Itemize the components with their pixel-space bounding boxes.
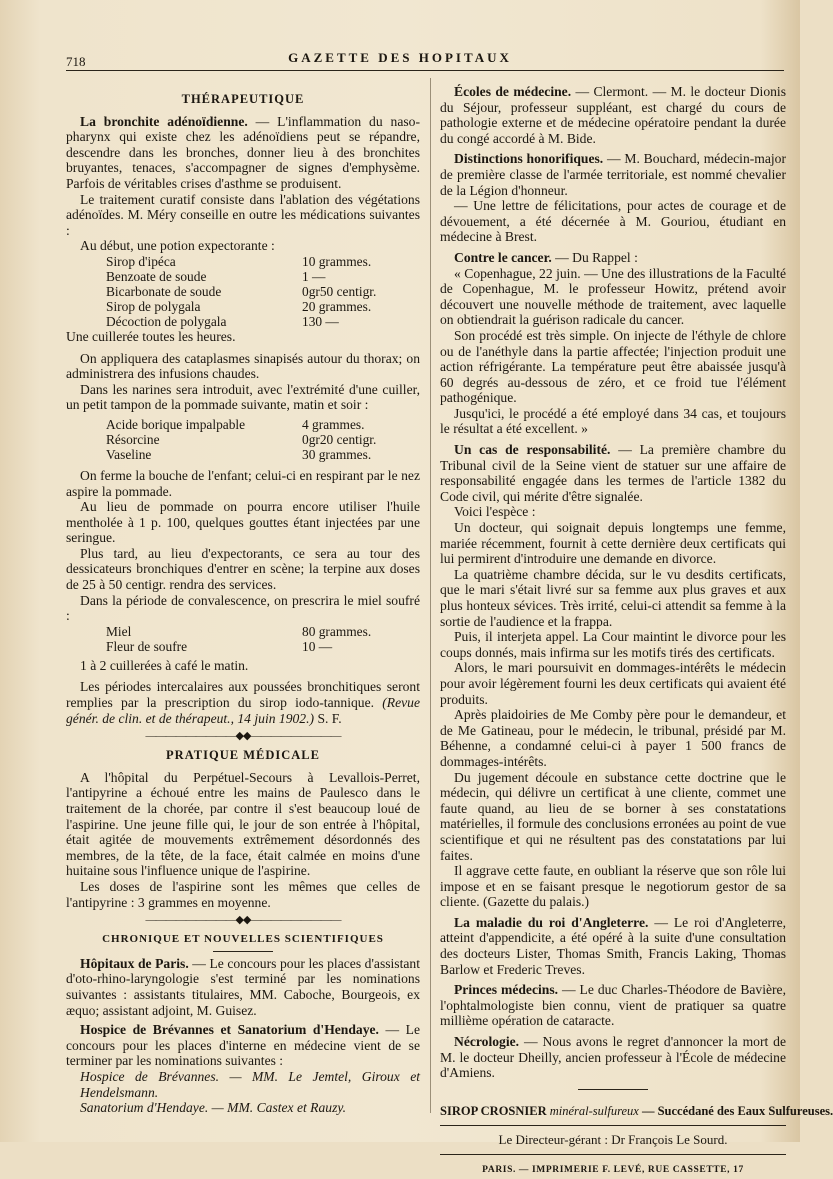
article-paragraph: Nécrologie. — Nous avons le regret d'annoncer la mort de M. le docteur Dheilly, ancien professeur à l'École de médecine d'Amiens. — [440, 1034, 786, 1081]
article-paragraph: Un docteur, qui soignait depuis longtemps une femme, mariée récemment, fournit à cette dernière deux certificats qui lui permirent d'introduire une demande en divorce. — [440, 520, 786, 567]
article-paragraph: Un cas de responsabilité. — La première chambre du Tribunal civil de la Seine vient de statuer sur une affaire de responsabilité engagée dans les termes de l'article 1382 du Code civil, qui mérite d'être signalée. — [440, 442, 786, 504]
prescription-row: Résorcine 0gr20 centigr. — [106, 431, 377, 447]
prescription-row: Miel 80 grammes. — [106, 623, 372, 639]
article-lead: La maladie du roi d'Angleterre. — [454, 914, 649, 930]
section-title-chronique: CHRONIQUE ET NOUVELLES SCIENTIFIQUES — [102, 933, 384, 946]
right-column — [440, 84, 833, 1179]
article-lead: Un cas de responsabilité. — [454, 442, 611, 458]
article-paragraph: Contre le cancer. — Du Rappel : — [454, 249, 638, 265]
prescription-row: Sirop d'ipéca 10 grammes. — [106, 253, 372, 269]
article-lead: Nécrologie. — [454, 1034, 520, 1050]
article-lead: Hôpitaux de Paris. — [80, 955, 189, 971]
ad-brand: SIROP CROSNIER — [440, 1103, 547, 1118]
section-title-therapeutique: THÉRAPEUTIQUE — [181, 92, 305, 106]
article-paragraph: Distinctions honorifiques. — M. Bouchard, médecin-major de première classe de l'armée territoriale, est nommé chevalier de la Légion d'honneur. — [440, 151, 786, 198]
article-paragraph: La quatrième chambre décida, sur le vu desdits certificats, que le mari s'était livré sur sa femme aux plus graves et aux plus honteux sévices. Très irrité, celui-ci attendit sa femme à la sortie de l'audience et la frappa. — [440, 566, 786, 629]
article-paragraph: Écoles de médecine. — Clermont. — M. le docteur Dionis du Séjour, professeur suppléant, est chargé du cours de pathologie externe et de médecine opératoire pendant la durée du congé accordé à M. Bide. — [440, 84, 786, 146]
prescription-3 — [66, 624, 420, 654]
article-lead: Hospice de Brévannes et Sanatorium d'Hendaye. — [80, 1022, 379, 1038]
article-paragraph: Au lieu de pommade on pourra encore utiliser l'huile mentholée à 1 p. 100, quelques gouttes étant injectées par une seringue. — [66, 499, 420, 546]
prescription-row: Acide borique impalpable 4 grammes. — [106, 416, 365, 432]
printer-imprint: PARIS. — IMPRIMERIE F. LEVÉ, RUE CASSETTE, 17 — [482, 1165, 744, 1175]
advertisement — [440, 1103, 833, 1179]
page-number: 718 — [66, 54, 86, 69]
article-paragraph: Alors, le mari poursuivit en dommages-intérêts le médecin pour avoir légèrement fourni les deux certificats qui avaient été produits. — [440, 660, 786, 707]
article-lead: Écoles de médecine. — [454, 84, 572, 99]
article-paragraph: Voici l'espèce : — [454, 504, 536, 520]
article-paragraph: « Copenhague, 22 juin. — Une des illustrations de la Faculté de Copenhague, M. le professeur Howitz, prétend avoir découvert une nouvelle méthode de traitement, avec laquelle on obtiendrait la guérison radicale du cancer. — [440, 265, 786, 328]
source-citation: (Revue génér. de clin. et de thérapeut., 14 juin 1902.) — [66, 695, 420, 726]
article-paragraph: Hospice de Brévannes et Sanatorium d'Hendaye. — Le concours pour les places d'interne en médecine vient de se terminer par les nominations suivantes : — [66, 1022, 420, 1069]
article-paragraph: Les doses de l'aspirine sont les mêmes que celles de l'antipyrine : 3 grammes en moyenne. — [66, 878, 420, 910]
prescription-row: Sirop de polygala 20 grammes. — [106, 298, 372, 314]
article-paragraph: Sanatorium d'Hendaye. — MM. Castex et Rauzy. — [80, 1100, 347, 1116]
prescription-1 — [66, 254, 420, 329]
article-paragraph: La maladie du roi d'Angleterre. — Le roi d'Angleterre, atteint d'appendicite, a été opéré à la suite d'une consultation des docteurs Lister, Thomas Smith, Francis Laking, Thomas Barlow et Frederic Treves. — [440, 914, 786, 977]
prescription-row: Bicarbonate de soude 0gr50 centigr. — [106, 283, 377, 299]
article-paragraph: Plus tard, au lieu d'expectorants, ce sera au tour des dessicateurs bronchiques d'entrer en scène; la terpine aux doses de 25 à 50 centigr. rendra des services. — [66, 545, 420, 593]
article-lead: La bronchite adénoïdienne. — [80, 113, 248, 129]
advertisement-line — [440, 1103, 833, 1120]
header-rule — [66, 70, 784, 71]
prescription-row: Benzoate de soude 1 — — [106, 268, 326, 284]
ad-description: minéral-sulfureux — [549, 1103, 639, 1118]
article-paragraph: 1 à 2 cuillerées à café le matin. — [80, 657, 249, 673]
article-paragraph: Une cuillerée toutes les heures. — [66, 328, 236, 344]
rule — [440, 1154, 786, 1155]
prescription-2 — [66, 417, 420, 462]
column-divider — [430, 78, 431, 1113]
section-ornament: —————————◆◆————————— — [145, 730, 341, 743]
article-paragraph: Au début, une potion expectorante : — [80, 238, 275, 254]
article-paragraph: On ferme la bouche de l'enfant; celui-ci en respirant par le nez aspire la pommade. — [66, 467, 420, 499]
article-paragraph: Son procédé est très simple. On injecte de l'éthyle de chlore ou de l'anéthyle dans la partie affectée; l'injection produit une action réfrigérante. La température peut être abaissée jusqu'à 60 degrés au-dessous de zéro, et ce froid tue l'élément pathogénique. — [440, 327, 786, 406]
article-paragraph: A l'hôpital du Perpétuel-Secours à Levallois-Perret, l'antipyrine a échoué entre les mains de Paulesco dans le traitement de la chorée, par contre il s'est beaucoup loué de l'aspirine. Une jeune fille qui, le jour de son entrée à l'hôpital, était agitée de mouvements extrêmement désordonnés des membres, de la tête, de la face, était calmée en moins d'une huitaine sous l'influence unique de l'aspirine. — [66, 769, 420, 879]
article-paragraph: Hospice de Brévannes. — MM. Le Jemtel, Giroux et Hendelsmann. — [80, 1068, 420, 1100]
article-paragraph: Les périodes intercalaires aux poussées bronchitiques seront remplies par la prescription du sirop iodo-tannique. (Revue génér. de clin. et de thérapeut., 14 juin 1902.) S. F. — [66, 679, 420, 726]
prescription-row: Décoction de polygala 130 — — [106, 313, 339, 329]
rule — [440, 1125, 786, 1126]
article-paragraph: Princes médecins. — Le duc Charles-Théodore de Bavière, l'ophtalmologiste bien connu, vient de pratiquer sa quatre millième opération de cataracte. — [440, 982, 786, 1029]
article-lead: Princes médecins. — [454, 982, 559, 998]
article-paragraph: Puis, il interjeta appel. La Cour maintint le divorce pour les coups donnés, mais infirma sur les motifs tirés des certificats. — [440, 629, 786, 660]
article-paragraph: Le traitement curatif consiste dans l'ablation des végétations adénoïdes. M. Méry conseille en outre les médications suivantes : — [66, 191, 420, 238]
author-initials: S. F. — [317, 710, 342, 726]
prescription-row: Vaseline 30 grammes. — [106, 446, 372, 462]
article-paragraph: — Une lettre de félicitations, pour actes de courage et de dévouement, a été décernée à M. Gouriou, étudiant en médecine à Brest. — [440, 198, 786, 245]
article-paragraph: Dans la période de convalescence, on prescrira le miel soufré : — [66, 592, 420, 624]
article-paragraph: Hôpitaux de Paris. — Le concours pour les places d'assistant d'oto-rhino-laryngologie s'est terminé par les nominations suivantes : assistants titulaires, MM. Caboche, Bourgeois, ex æquo; assistant adjoint, M. Guisez. — [66, 955, 420, 1018]
article-paragraph: On appliquera des cataplasmes sinapisés autour du thorax; on administrera des infusions chaudes. — [66, 350, 420, 382]
journal-title: GAZETTE DES HOPITAUX — [288, 50, 512, 65]
article-paragraph: La bronchite adénoïdienne. — L'inflammation du naso-pharynx qui existe chez les adénoïdiens peut se répandre, descendre dans les bronches, donner lieu à des bronchites bruyantes, tenaces, s'accompagner de signes d'emphysème. Parfois de véritables crises d'asthme se produisent. — [66, 113, 421, 191]
article-paragraph: Jusqu'ici, le procédé a été employé dans 34 cas, et toujours le résultat a été excellent. » — [440, 405, 786, 437]
article-paragraph: Il aggrave cette faute, en oubliant la réserve que son rôle lui impose et en se faisant presque le negotiorum gestor de sa cliente. (Gazette du palais.) — [440, 863, 786, 910]
section-title-pratique: PRATIQUE MÉDICALE — [166, 748, 320, 763]
article-lead: Contre le cancer. — [454, 249, 552, 265]
section-ornament: —————————◆◆————————— — [145, 914, 341, 927]
short-rule — [213, 951, 273, 952]
director-line: Le Directeur-gérant : Dr François Le Sourd. — [498, 1132, 728, 1148]
article-paragraph: Dans les narines sera introduit, avec l'extrémité d'une cuiller, un petit tampon de la pommade suivante, matin et soir : — [66, 381, 420, 413]
left-column — [66, 84, 420, 1116]
prescription-row: Fleur de soufre 10 — — [106, 638, 333, 654]
article-lead: Distinctions honorifiques. — [454, 151, 604, 167]
short-rule — [578, 1089, 648, 1090]
ad-tagline: — Succédané des Eaux Sulfureuses. — [638, 1103, 833, 1118]
article-paragraph: Après plaidoiries de Me Comby père pour le demandeur, et de Me Gatineau, pour le médecin, le tribunal, présidé par M. Béhenne, a condamné celui-ci à payer 1 500 francs de dommages-intérêts. — [440, 707, 786, 769]
article-paragraph: Du jugement découle en substance cette doctrine que le médecin, qui délivre un certificat à une cliente, commet une faute quand, au lieu de se borner à ses constatations matérielles, il formule des conclusions erronées au point de vue scientifique et qui ne résultent pas des constatations par lui faites. — [440, 769, 786, 863]
